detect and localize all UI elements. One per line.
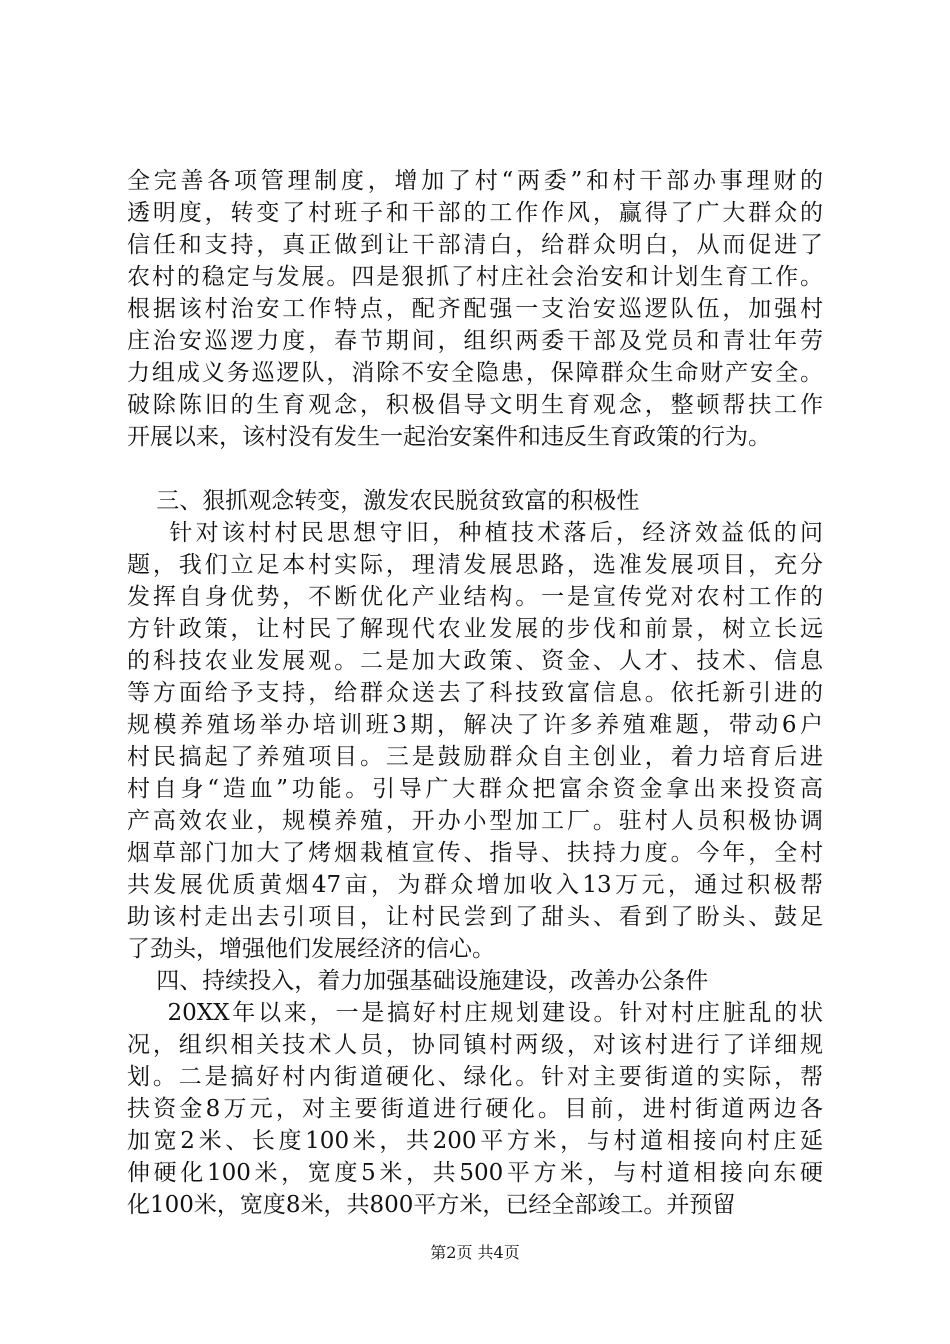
- text-line: 农村的稳定与发展。四是狠抓了村庄社会治安和计划生育工作。: [127, 264, 823, 290]
- blank-line: [127, 453, 823, 485]
- text-line: 村民搞起了养殖项目。三是鼓励群众自主创业，着力培育后进: [127, 744, 823, 770]
- text-line: 伸硬化100米，宽度5米，共500平方米，与村道相接向东硬: [127, 1160, 823, 1186]
- text-line: 针对该村村民思想守旧，种植技术落后，经济效益低的问: [127, 520, 823, 546]
- text-line: 了劲头，增强他们发展经济的信心。: [127, 936, 495, 962]
- text-line: 烟草部门加大了烤烟栽植宣传、指导、扶持力度。今年，全村: [127, 840, 823, 866]
- text-line: 加宽2米、长度100米，共200平方米，与村道相接向村庄延: [127, 1128, 823, 1154]
- text-line: 题，我们立足本村实际，理清发展思路，选准发展项目，充分: [127, 552, 823, 578]
- text-line: 的科技农业发展观。二是加大政策、资金、人才、技术、信息: [127, 648, 823, 674]
- text-line: 三、狠抓观念转变，激发农民脱贫致富的积极性: [127, 488, 640, 514]
- text-line: 全完善各项管理制度，增加了村“两委”和村干部办事理财的: [127, 168, 823, 194]
- text-line: 四、持续投入，着力加强基础设施建设，改善办公条件: [127, 968, 709, 994]
- text-line: 况，组织相关技术人员，协同镇村两级，对该村进行了详细规: [127, 1032, 823, 1058]
- text-line: 根据该村治安工作特点，配齐配强一支治安巡逻队伍，加强村: [127, 296, 823, 322]
- text-line: 发挥自身优势，不断优化产业结构。一是宣传党对农村工作的: [127, 584, 823, 610]
- text-line: 等方面给予支持，给群众送去了科技致富信息。依托新引进的: [127, 680, 823, 706]
- text-line: 产高效农业，规模养殖，开办小型加工厂。驻村人员积极协调: [127, 808, 823, 834]
- text-line: 规模养殖场举办培训班3期，解决了许多养殖难题，带动6户: [127, 712, 823, 738]
- text-line: 村自身“造血”功能。引导广大群众把富余资金拿出来投资高: [127, 776, 823, 802]
- text-line: 共发展优质黄烟47亩，为群众增加收入13万元，通过积极帮: [127, 872, 823, 898]
- text-line: 化100米，宽度8米，共800平方米，已经全部竣工。并预留: [127, 1192, 736, 1218]
- text-line: 破除陈旧的生育观念，积极倡导文明生育观念，整顿帮扶工作: [127, 392, 823, 418]
- text-line: 助该村走出去引项目，让村民尝到了甜头、看到了盼头、鼓足: [127, 904, 823, 930]
- text-line: 信任和支持，真正做到让干部清白，给群众明白，从而促进了: [127, 232, 823, 258]
- text-line: 划。二是搞好村内街道硬化、绿化。针对主要街道的实际，帮: [127, 1064, 823, 1090]
- text-line: 方针政策，让村民了解现代农业发展的步伐和前景，树立长远: [127, 616, 823, 642]
- text-line: 透明度，转变了村班子和干部的工作作风，赢得了广大群众的: [127, 200, 823, 226]
- page-footer: 第2页 共4页: [430, 1243, 520, 1262]
- text-line: 力组成义务巡逻队，消除不安全隐患，保障群众生命财产安全。: [127, 360, 823, 386]
- text-line: 20XX年以来，一是搞好村庄规划建设。针对村庄脏乱的状: [127, 1000, 823, 1026]
- text-line: 庄治安巡逻力度，春节期间，组织两委干部及党员和青壮年劳: [127, 328, 823, 354]
- text-line: 扶资金8万元，对主要街道进行硬化。目前，进村街道两边各: [127, 1096, 823, 1122]
- text-line: 开展以来，该村没有发生一起治安案件和违反生育政策的行为。: [127, 424, 771, 450]
